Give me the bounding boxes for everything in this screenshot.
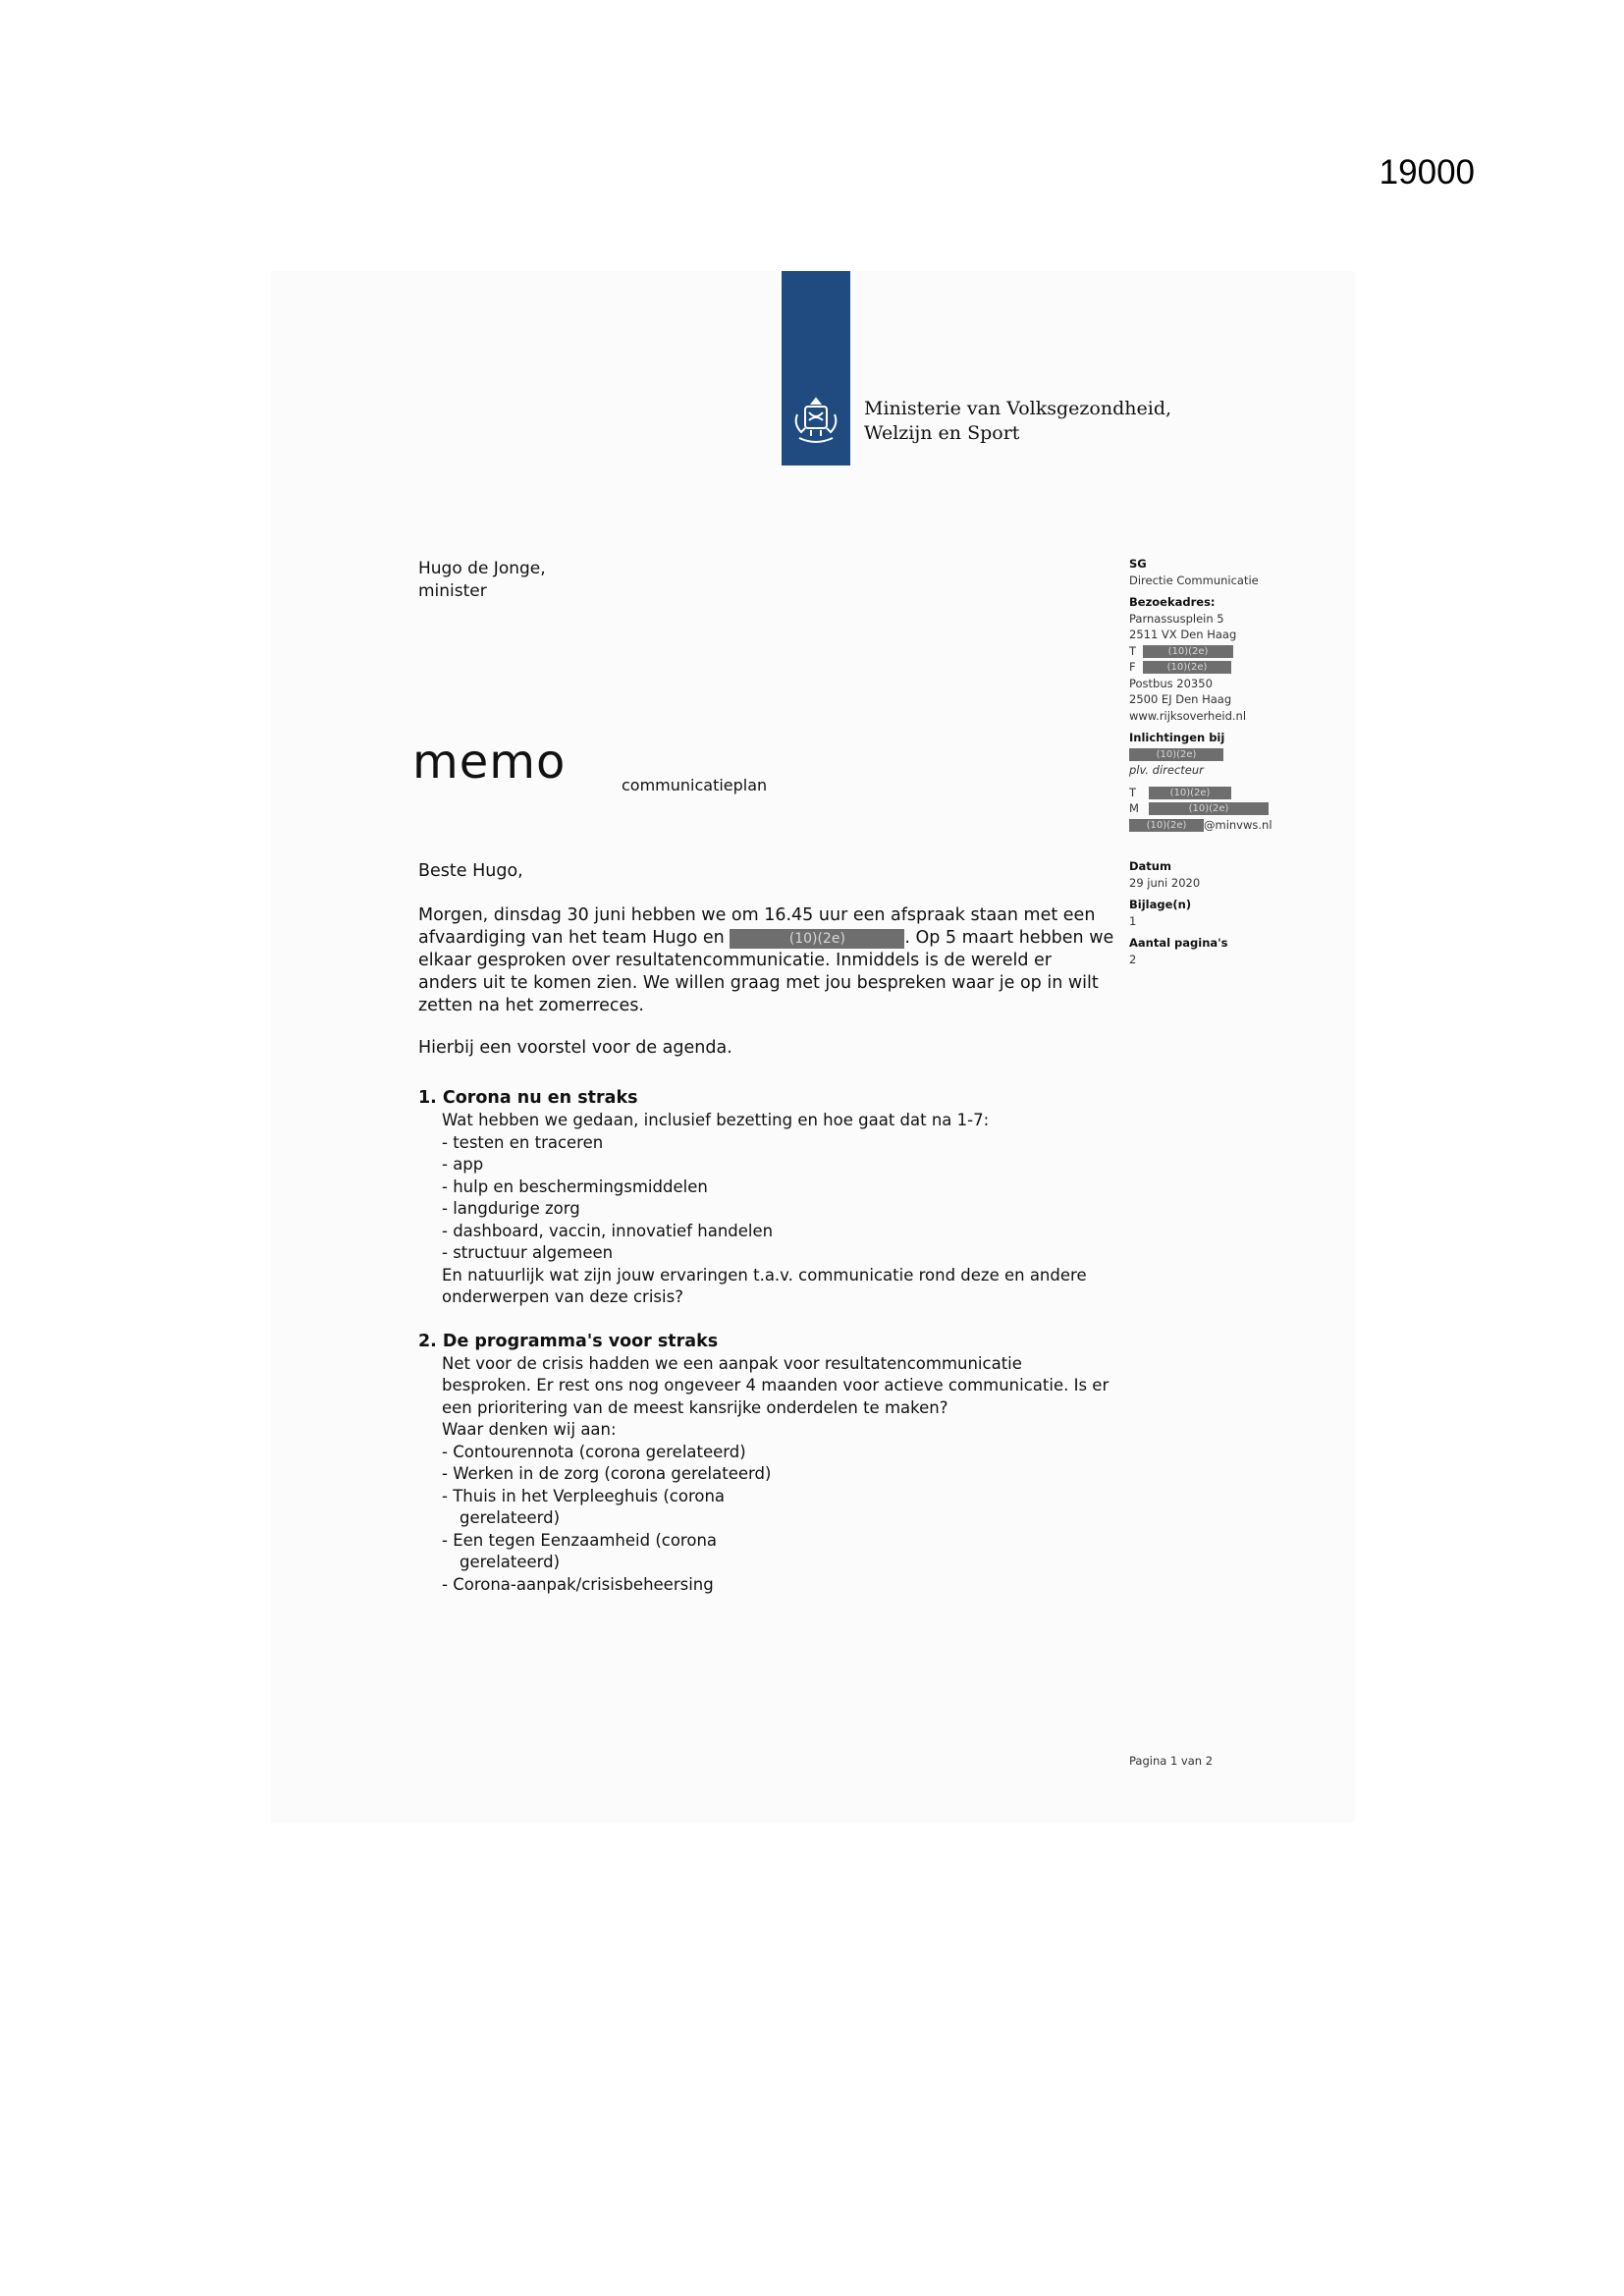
paginas-value: 2 [1129,952,1137,966]
ministry-line-1: Ministerie van Volksgezondheid, [864,398,1172,419]
section-line: - app [442,1155,484,1174]
agenda-section [418,1087,1115,1309]
contact-email-row [1129,817,1286,834]
contact-phone-row [1129,785,1286,801]
section-line: - Thuis in het Verpleeghuis (corona [442,1486,726,1505]
ministry-line-2: Welzijn en Sport [864,422,1020,444]
contact-mobile-redaction: (10)(2e) [1149,802,1269,815]
fax-row [1129,659,1286,676]
fax-redaction: (10)(2e) [1143,661,1231,674]
agenda-section [418,1331,1115,1597]
contact-email-suffix: @minvws.nl [1204,817,1272,832]
section-line: Wat hebben we gedaan, inclusief bezetting en hoe gaat dat na 1-7: [442,1111,990,1129]
agenda-intro: Hierbij een voorstel voor de agenda. [418,1038,732,1058]
visit-street: Parnassusplein 5 [1129,611,1224,626]
phone-row [1129,643,1286,660]
document-number: 19000 [1379,153,1475,191]
section-line: - testen en traceren [442,1132,604,1152]
section-line: - Corona-aanpak/crisisbeheersing [442,1574,714,1594]
section-line: En natuurlijk wat zijn jouw ervaringen t.a.v. communicatie rond deze en andere onderwerpen van deze crisis? [442,1265,1087,1306]
sender-directie: Directie Communicatie [1129,573,1259,587]
section-line: - structuur algemeen [442,1243,614,1262]
contact-phone-redaction: (10)(2e) [1149,787,1231,799]
section-line: Net voor de crisis hadden we een aanpak voor resultatencommunicatie besproken. Er rest ons nog ongeveer 4 maanden voor actieve communicatie. Is er een prioritering van de meest kansrijke onderdelen te maken? [442,1353,1110,1417]
section-body [418,1110,1115,1309]
addressee-role: minister [418,581,487,601]
fax-label: F [1129,660,1136,674]
visit-address-label: Bezoekadres: [1129,595,1216,609]
section-line: gerelateerd) [460,1553,561,1571]
section-title: 1. Corona nu en straks [418,1088,638,1108]
section-body [418,1353,1115,1597]
datum-value: 29 juni 2020 [1129,875,1201,890]
contact-mobile-label: M [1129,801,1139,815]
greeting: Beste Hugo, [418,861,523,881]
section-line: gerelateerd) [460,1508,561,1527]
website: www.rijksoverheid.nl [1129,708,1247,723]
post-city: 2500 EJ Den Haag [1129,692,1232,706]
paginas-label: Aantal pagina's [1129,936,1228,950]
contact-name-redaction: (10)(2e) [1129,748,1223,761]
memo-title: memo [412,735,567,790]
crest-icon [787,393,844,450]
section-line: - Werken in de zorg (corona gerelateerd) [442,1464,772,1483]
postbus: Postbus 20350 [1129,676,1213,690]
visit-city: 2511 VX Den Haag [1129,628,1237,641]
page-footer: Pagina 1 van 2 [1129,1754,1214,1768]
intro-redaction: (10)(2e) [730,929,904,949]
section-line: - hulp en beschermingsmiddelen [442,1176,708,1196]
section-line: - Een tegen Eenzaamheid (corona [442,1530,718,1550]
section-line: - langdurige zorg [442,1199,580,1218]
ministry-name [864,397,1171,446]
addressee [418,558,546,603]
intro-paragraph [418,904,1115,1017]
sender-info-column [1129,556,1286,967]
section-title: 2. De programma's voor straks [418,1331,719,1351]
addressee-name: Hugo de Jonge, [418,559,546,578]
memo-subject: communicatieplan [622,776,768,794]
phone-redaction: (10)(2e) [1143,645,1233,658]
section-line: - Contourennota (corona gerelateerd) [442,1442,746,1461]
datum-label: Datum [1129,859,1171,873]
contact-mobile-row [1129,800,1286,817]
section-line: - dashboard, vaccin, innovatief handelen [442,1221,774,1240]
rijksoverheid-logo-bar [782,271,850,465]
memo-body [418,860,1115,1617]
contact-role: plv. directeur [1129,763,1204,777]
sender-org: SG [1129,557,1147,571]
section-line: Waar denken wij aan: [442,1420,617,1439]
contact-phone-label: T [1129,785,1137,799]
phone-label: T [1129,643,1137,658]
intro-part-2: . Op 5 maart hebben we elkaar gesproken over resultatencommunicatie. Inmiddels is de wereld er anders uit te komen zien. We willen graag met jou bespreken waar je op in wilt zetten na het zomerreces. [418,928,1114,1015]
intro-part-1: Morgen, dinsdag 30 juni hebben we om 16.45 uur een afspraak staan met een afvaardiging van het team Hugo en [418,905,1096,948]
contact-email-redaction: (10)(2e) [1129,819,1204,832]
bijlage-label: Bijlage(n) [1129,898,1192,911]
bijlage-value: 1 [1129,913,1137,928]
inlichtingen-label: Inlichtingen bij [1129,731,1225,744]
